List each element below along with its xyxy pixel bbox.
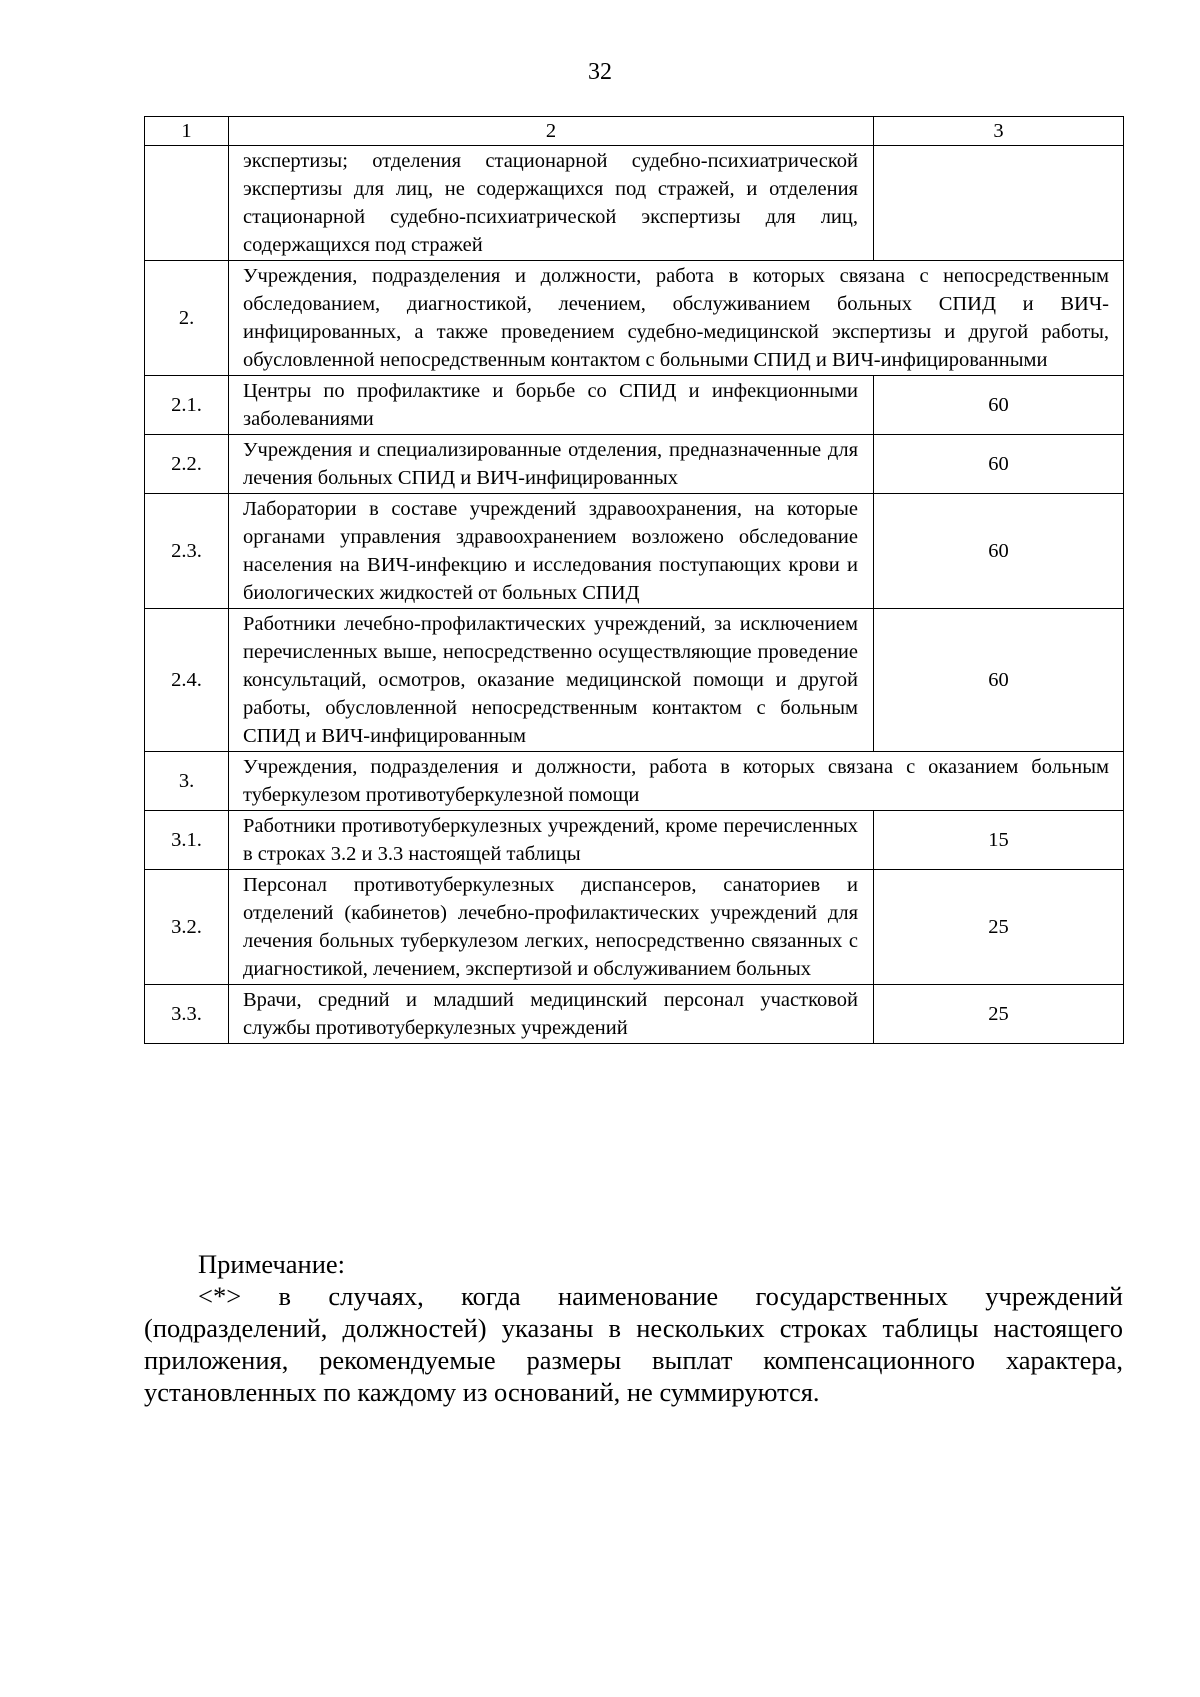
row-value: 15	[874, 811, 1124, 870]
row-number: 3.	[145, 752, 229, 811]
row-value: 60	[874, 494, 1124, 609]
table-row	[145, 494, 1124, 609]
table-row	[145, 435, 1124, 494]
row-value: 60	[874, 435, 1124, 494]
row-number	[145, 146, 229, 261]
row-number: 2.1.	[145, 376, 229, 435]
table-row	[145, 870, 1124, 985]
table-row	[145, 146, 1124, 261]
row-description: Учреждения, подразделения и должности, работа в которых связана с непосредственным обследованием, диагностикой, лечением, обслуживанием больных СПИД и ВИЧ-инфицированных, а также проведением судебно-медицинской экспертизы и другой работы, обусловленной непосредственным контактом с больными СПИД и ВИЧ-инфицированными	[243, 265, 1109, 371]
row-value	[874, 146, 1124, 261]
row-number: 2.2.	[145, 435, 229, 494]
row-description-cell	[229, 146, 874, 261]
column-header: 3	[874, 117, 1124, 146]
table-body	[145, 117, 1124, 1044]
table-row	[145, 376, 1124, 435]
table-row	[145, 261, 1124, 376]
row-number: 3.2.	[145, 870, 229, 985]
table-row	[145, 811, 1124, 870]
row-number: 2.3.	[145, 494, 229, 609]
row-description: Учреждения, подразделения и должности, работа в которых связана с оказанием больным туберкулезом противотуберкулезной помощи	[243, 756, 1109, 806]
row-description-cell	[229, 870, 874, 985]
note-title: Примечание:	[198, 1249, 346, 1279]
row-description-cell	[229, 985, 874, 1044]
row-description: Центры по профилактике и борьбе со СПИД и инфекционными заболеваниями	[243, 380, 858, 430]
row-description: Лаборатории в составе учреждений здравоохранения, на которые органами управления здравоохранением возложено обследование населения на ВИЧ-инфекцию и исследования поступающих крови и биологических жидкостей от больных СПИД	[243, 498, 858, 604]
row-number: 3.3.	[145, 985, 229, 1044]
page-number: 32	[588, 59, 612, 85]
row-description: Работники лечебно-профилактических учреждений, за исключением перечисленных выше, непосредственно осуществляющие проведение консультаций, осмотров, оказание медицинской помощи и другой работы, обусловленной непосредственным контактом с больным СПИД и ВИЧ-инфицированным	[243, 613, 858, 747]
row-description-cell	[229, 494, 874, 609]
row-value: 25	[874, 985, 1124, 1044]
table-row	[145, 752, 1124, 811]
row-number: 2.	[145, 261, 229, 376]
table-row	[145, 985, 1124, 1044]
row-description-cell	[229, 376, 874, 435]
table-header-row	[145, 117, 1124, 146]
row-description: Работники противотуберкулезных учреждений, кроме перечисленных в строках 3.2 и 3.3 настоящей таблицы	[243, 815, 858, 865]
row-description-cell	[229, 811, 874, 870]
compensation-table	[144, 116, 1124, 1044]
row-description: Персонал противотуберкулезных диспансеров, санаториев и отделений (кабинетов) лечебно-профилактических учреждений для лечения больных туберкулезом легких, непосредственно связанных с диагностикой, лечением, экспертизой и обслуживанием больных	[243, 874, 858, 980]
table-row	[145, 609, 1124, 752]
row-number: 2.4.	[145, 609, 229, 752]
row-description: Учреждения и специализированные отделения, предназначенные для лечения больных СПИД и ВИЧ-инфицированных	[243, 439, 858, 489]
row-description: Врачи, средний и младший медицинский персонал участковой службы противотуберкулезных учреждений	[243, 989, 858, 1039]
row-description: экспертизы; отделения стационарной судебно-психиатрической экспертизы для лиц, не содержащихся под стражей, и отделения стационарной судебно-психиатрической экспертизы для лиц, содержащихся под стражей	[243, 150, 858, 256]
row-description-cell	[229, 261, 1124, 376]
row-description-cell	[229, 435, 874, 494]
row-value: 60	[874, 376, 1124, 435]
column-header: 1	[145, 117, 229, 146]
row-description-cell	[229, 752, 1124, 811]
row-description-cell	[229, 609, 874, 752]
row-number: 3.1.	[145, 811, 229, 870]
row-value: 25	[874, 870, 1124, 985]
column-header: 2	[229, 117, 874, 146]
note-text: <*> в случаях, когда наименование государственных учреждений (подразделений, должностей) указаны в нескольких строках таблицы настоящего приложения, рекомендуемые размеры выплат компенсационного характера, установленных по каждому из оснований, не суммируются.	[144, 1281, 1123, 1407]
row-value: 60	[874, 609, 1124, 752]
